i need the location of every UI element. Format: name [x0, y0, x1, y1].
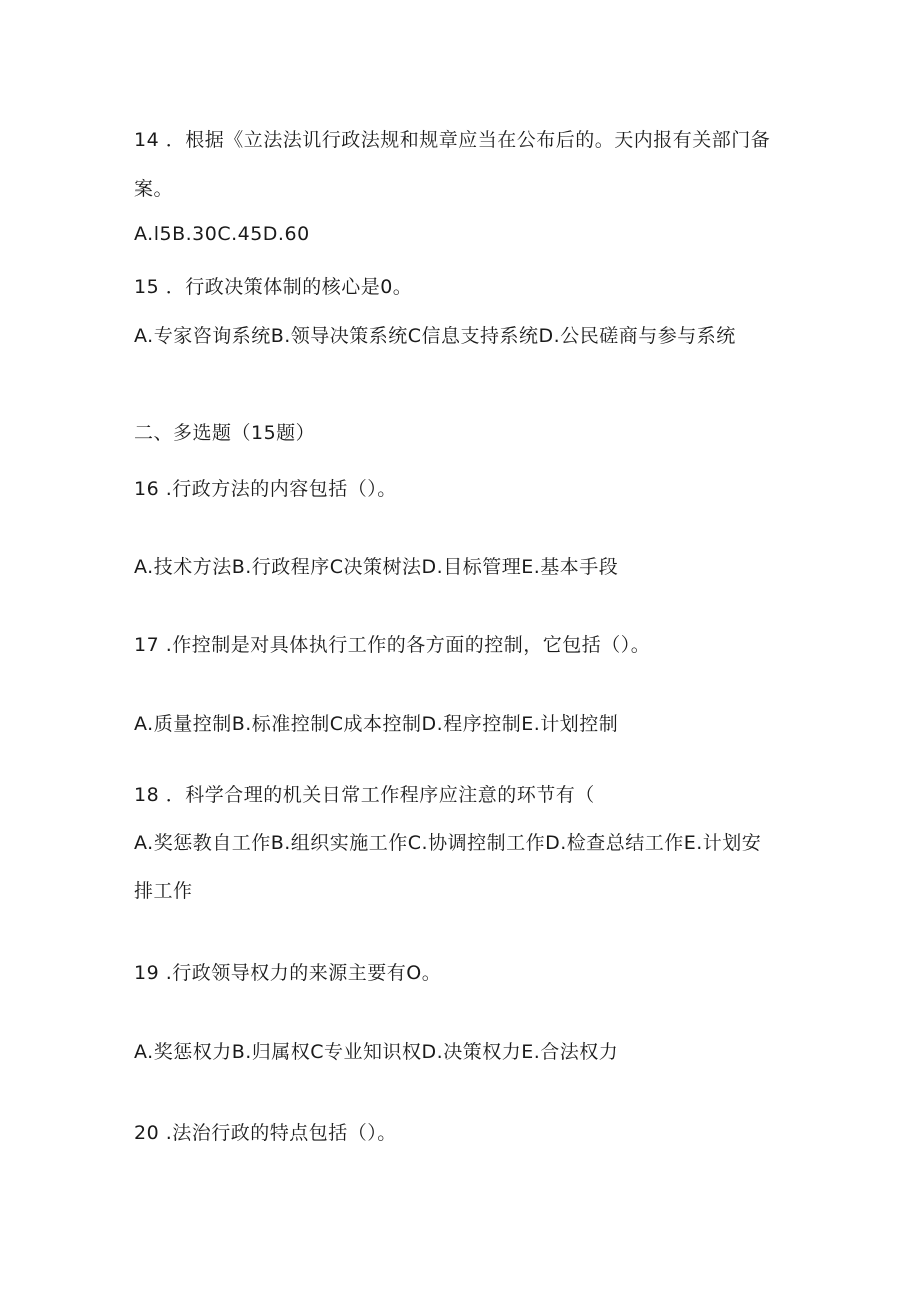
question-18-options: A.奖惩教自工作B.组织实施工作C.协调控制工作D.检查总结工作E.计划安 [134, 832, 762, 854]
question-16-text: 16 .行政方法的内容包括（）。 [134, 478, 397, 500]
question-18-options-cont: 排工作 [134, 880, 193, 902]
question-15-text: 15 ．行政决策体制的核心是0。 [134, 276, 413, 298]
question-20-text: 20 .法治行政的特点包括（）。 [134, 1122, 397, 1144]
question-18-text: 18 ．科学合理的机关日常工作程序应注意的环节有（ [134, 784, 595, 806]
section-heading: 二、多选题（15题） [134, 422, 316, 444]
question-14-text-cont: 案。 [134, 178, 174, 200]
question-19-text: 19 .行政领导权力的来源主要有O。 [134, 962, 442, 984]
question-16-options: A.技术方法B.行政程序C决策树法D.目标管理E.基本手段 [134, 556, 619, 578]
question-14-options: A.l5B.30C.45D.60 [134, 223, 310, 245]
question-17-options: A.质量控制B.标准控制C成本控制D.程序控制E.计划控制 [134, 713, 619, 735]
question-15-options: A.专家咨询系统B.领导决策系统C信息支持系统D.公民磋商与参与系统 [134, 325, 736, 347]
question-17-text: 17 .作控制是对具体执行工作的各方面的控制，它包括（）。 [134, 634, 651, 656]
question-14-text: 14 ．根据《立法法讥行政法规和规章应当在公布后的。天内报有关部门备 [134, 129, 771, 151]
question-19-options: A.奖惩权力B.归属权C专业知识权D.决策权力E.合法权力 [134, 1041, 619, 1063]
